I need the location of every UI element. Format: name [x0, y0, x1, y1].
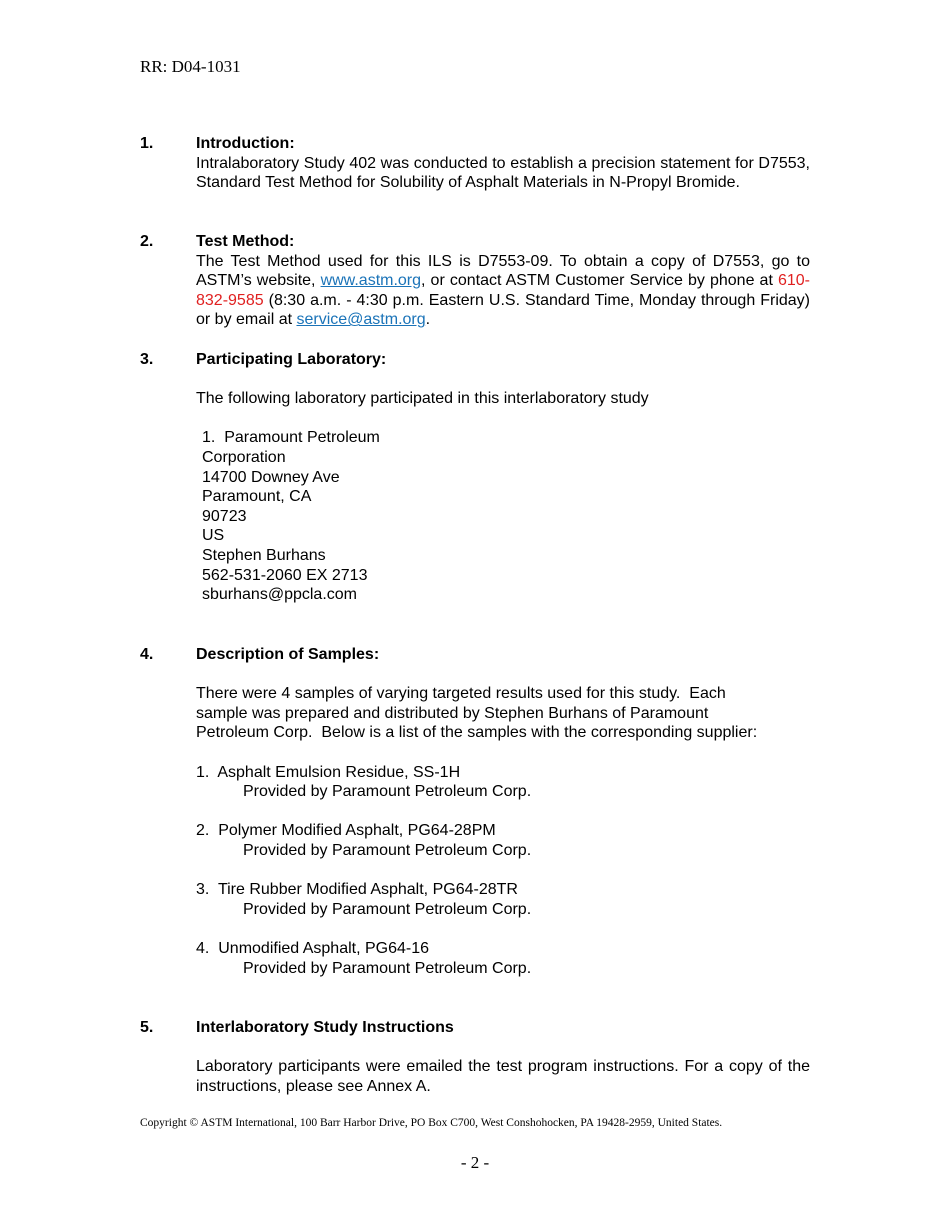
sample-provider: Provided by Paramount Petroleum Corp.	[243, 959, 532, 977]
section-text: Intralaboratory Study 402 was conducted to establish a precision statement for D7553, Standard Test Method for Solubility of Asphalt Materials in N-Propyl Bromide.	[196, 154, 810, 192]
section-text	[196, 252, 810, 330]
sample-provider: Provided by Paramount Petroleum Corp.	[243, 783, 532, 801]
section-number: 4.	[140, 646, 154, 663]
address-line: Paramount, CA	[202, 488, 312, 506]
section-number: 2.	[140, 233, 154, 250]
list-item	[196, 880, 810, 919]
sample-list	[196, 763, 810, 979]
intro-line: There were 4 samples of varying targeted results used for this study. Each	[196, 685, 726, 703]
intro-line: sample was prepared and distributed by Stephen Burhans of Paramount	[196, 704, 709, 722]
address-line: sburhans@ppcla.com	[202, 586, 357, 604]
document-id: RR: D04-1031	[140, 57, 241, 76]
text-before-website: The Test Method used for this ILS is D7553-09. To obtain a copy of D7553, go to ASTM’s website,	[196, 252, 810, 290]
section-heading: Description of Samples:	[196, 646, 380, 663]
astm-website-link[interactable]: www.astm.org	[320, 272, 422, 290]
service-email-link[interactable]: service@astm.org	[296, 311, 426, 329]
list-item	[196, 939, 810, 978]
address-line: 562-531-2060 EX 2713	[202, 566, 368, 584]
sample-provider: Provided by Paramount Petroleum Corp.	[243, 900, 532, 918]
address-line: Stephen Burhans	[202, 546, 326, 564]
sample-name: 2. Polymer Modified Asphalt, PG64-28PM	[196, 822, 496, 840]
address-line: 1. Paramount Petroleum	[202, 429, 380, 447]
section-text: Laboratory participants were emailed the test program instructions. For a copy of the instructions, please see Annex A.	[196, 1058, 810, 1095]
section-intro	[196, 684, 810, 743]
customer-service-phone[interactable]: 610-832-9585	[196, 272, 811, 309]
text-after-phone: (8:30 a.m. - 4:30 p.m. Eastern U.S. Standard Time, Monday through Friday) or by email at	[196, 291, 810, 329]
text-end: .	[425, 311, 431, 329]
sample-name: 1. Asphalt Emulsion Residue, SS-1H	[196, 763, 461, 781]
address-line: 90723	[202, 507, 247, 525]
section-intro: The following laboratory participated in this interlaboratory study	[196, 390, 649, 408]
page-number: - 2 -	[460, 1153, 490, 1172]
section-heading: Introduction:	[196, 135, 295, 152]
address-line: US	[202, 527, 225, 545]
section-heading: Test Method:	[196, 233, 295, 250]
section-number: 3.	[140, 351, 154, 368]
sample-name: 4. Unmodified Asphalt, PG64-16	[196, 939, 430, 957]
laboratory-address	[196, 428, 810, 604]
intro-line: Petroleum Corp. Below is a list of the samples with the corresponding supplier:	[196, 724, 758, 742]
section-heading: Participating Laboratory:	[196, 351, 387, 368]
copyright-notice: Copyright © ASTM International, 100 Barr Harbor Drive, PO Box C700, West Conshohocken, PA 19428-2959, United States.	[140, 1117, 723, 1129]
address-line: Corporation	[202, 448, 286, 466]
address-line: 14700 Downey Ave	[202, 468, 340, 486]
list-item	[196, 763, 810, 802]
section-number: 1.	[140, 135, 154, 152]
sample-name: 3. Tire Rubber Modified Asphalt, PG64-28TR	[196, 881, 518, 899]
section-number: 5.	[140, 1019, 154, 1036]
list-item	[196, 821, 810, 860]
section-heading: Interlaboratory Study Instructions	[196, 1019, 454, 1036]
text-after-website: , or contact ASTM Customer Service by phone at	[421, 272, 778, 290]
sample-provider: Provided by Paramount Petroleum Corp.	[243, 841, 532, 859]
